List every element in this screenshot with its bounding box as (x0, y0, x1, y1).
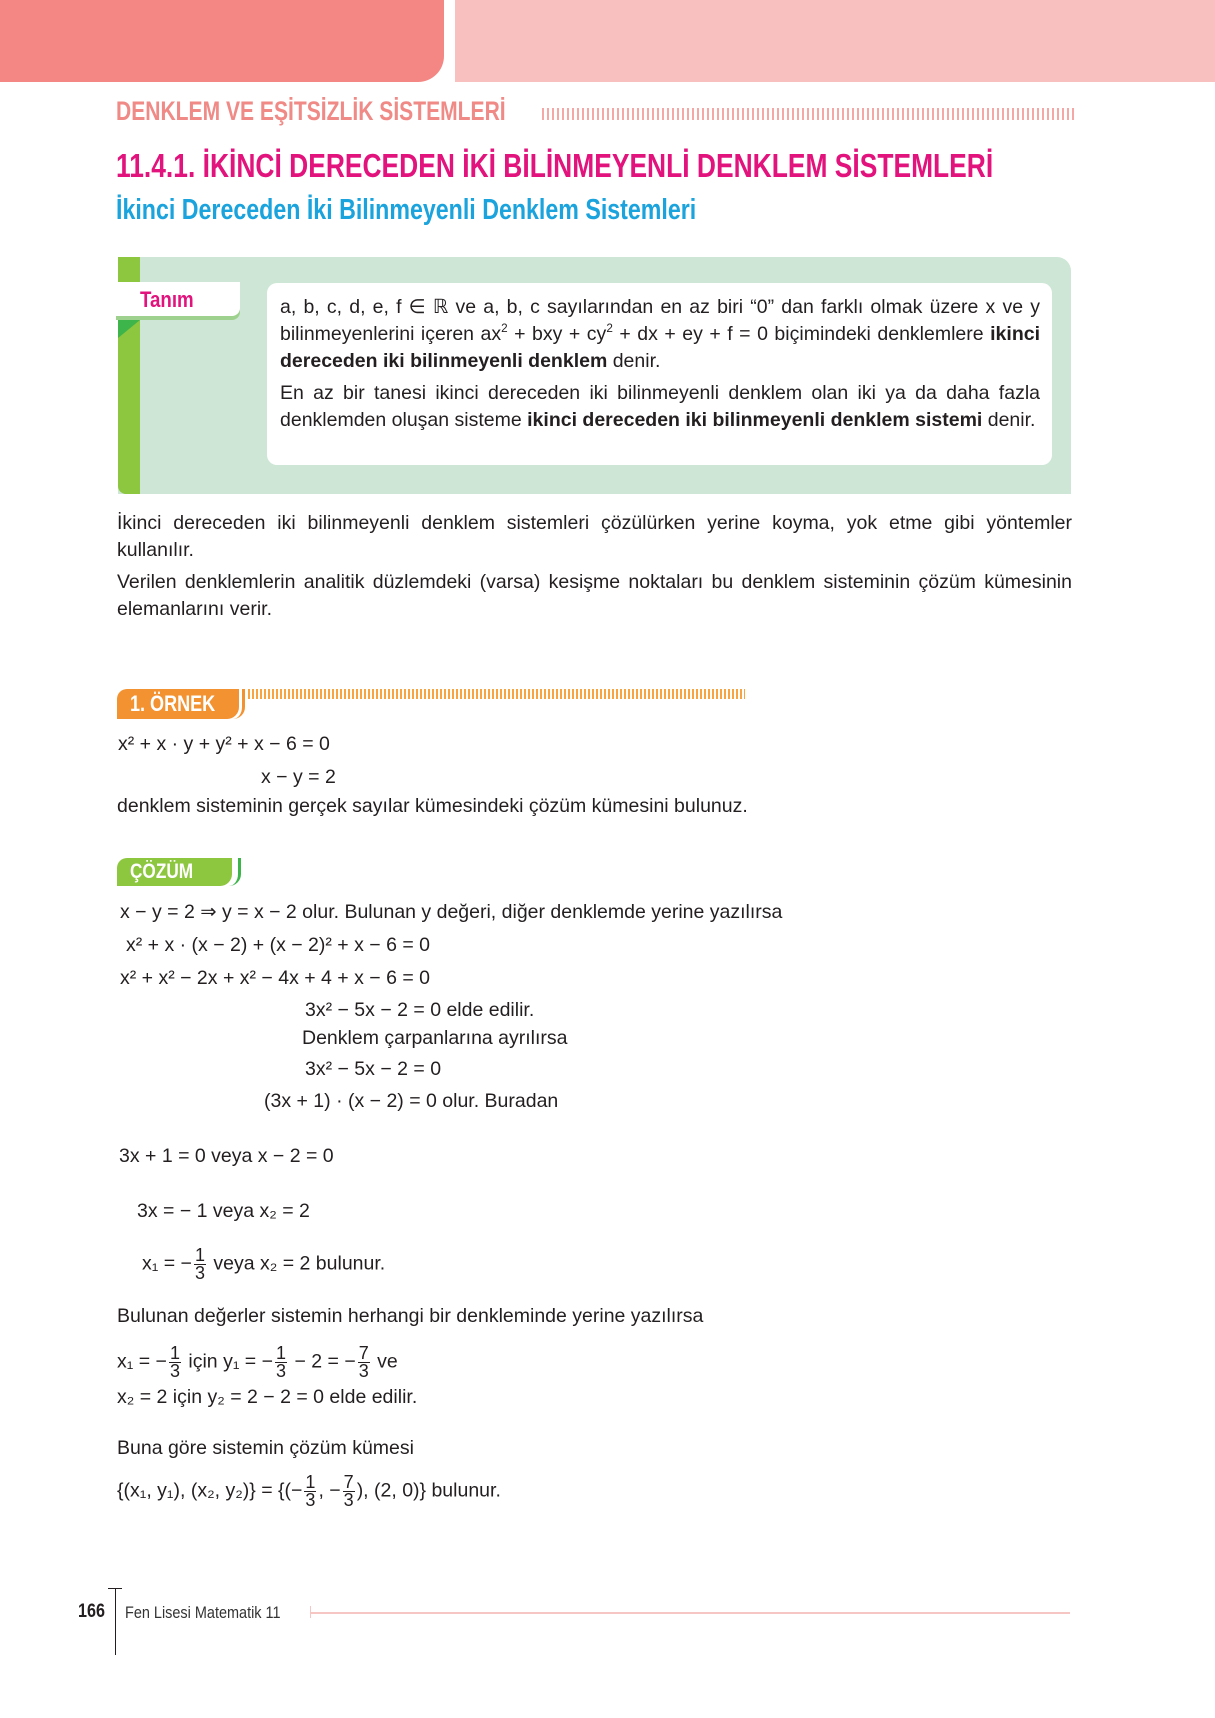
example-tab-edge (232, 689, 245, 719)
book-title: Fen Lisesi Matematik 11 (125, 1603, 281, 1622)
example-question: denklem sisteminin gerçek sayılar kümesindeki çözüm kümesini bulunuz. (117, 795, 748, 817)
intro-paragraph-2: Verilen denklemlerin analitik düzlemdeki (varsa) kesişme noktaları bu denklem sisteminin çözüm kümesinin elemanlarını verir. (117, 571, 1072, 620)
solution-line-4: 3x² − 5x − 2 = 0 elde edilir. (305, 999, 535, 1021)
solution-y1-line: x₁ = − $\frac{1}{3}$ için y₁ = − $\frac{1}{3}$ − 2 = − $\frac{7}{3}$ ve (117, 1343, 398, 1381)
fraction-one-third: $\frac{1}{3}$ (305, 1472, 316, 1510)
chapter-dash-rule (542, 108, 1074, 120)
fraction-one-third: $\frac{1}{3}$ (169, 1343, 180, 1381)
chapter-title: DENKLEM VE EŞİTSİZLİK SİSTEMLERİ (116, 96, 506, 126)
header-band-left (0, 0, 444, 82)
solution-set-intro: Buna göre sistemin çözüm kümesi (117, 1437, 414, 1459)
definition-text (280, 294, 1040, 439)
solution-line-8: 3x + 1 = 0 veya x − 2 = 0 (119, 1145, 334, 1167)
example-equation-2: x − y = 2 (261, 766, 336, 788)
fraction-seven-thirds: $\frac{7}{3}$ (343, 1472, 354, 1510)
definition-corner-fold (118, 320, 140, 338)
solution-line-3: x² + x² − 2x + x² − 4x + 4 + x − 6 = 0 (120, 967, 430, 989)
footer-rule (310, 1612, 1070, 1614)
footer-vertical-rule (115, 1588, 116, 1655)
header-band-gap (444, 0, 455, 82)
intro-text (117, 510, 1072, 628)
solution-substitute-text: Bulunan değerler sistemin herhangi bir denkleminde yerine yazılırsa (117, 1305, 704, 1327)
solution-line-6: 3x² − 5x − 2 = 0 (305, 1058, 442, 1080)
definition-paragraph-1: a, b, c, d, e, f ∈ ℝ ve a, b, c sayılarından en az biri “0” dan farklı olmak üzere x ve y bilinmeyenlerini içeren $ax^2$ + bxy + $cy^2$ + dx + ey + f = 0 biçimindeki denklemlere ikinci dereceden iki bilinmeyenli denklem denir. (280, 296, 1040, 372)
solution-line-7: (3x + 1) · (x − 2) = 0 olur. Buradan (264, 1090, 559, 1112)
definition-tab-label: Tanım (140, 287, 194, 312)
solution-y2-line: x₂ = 2 için y₂ = 2 − 2 = 0 elde edilir. (117, 1386, 418, 1408)
solution-tab-edge (228, 858, 241, 886)
example-dash-rule (248, 689, 745, 699)
definition-paragraph-2: En az bir tanesi ikinci dereceden iki bilinmeyenli denklem olan iki ya da daha fazla denklemden oluşan sisteme ikinci dereceden iki bilinmeyenli denklem sistemi denir. (280, 382, 1040, 431)
page-number: 166 (78, 1601, 105, 1622)
fraction-one-third: $\frac{1}{3}$ (194, 1245, 205, 1283)
solution-x1-line: x₁ = − $\frac{1}{3}$ veya x₂ = 2 bulunur. (142, 1245, 386, 1283)
fraction-seven-thirds: $\frac{7}{3}$ (358, 1343, 369, 1381)
section-title: 11.4.1. İKİNCİ DERECEDEN İKİ BİLİNMEYENLİ DENKLEM SİSTEMLERİ (116, 147, 994, 184)
header-band-right (455, 0, 1215, 82)
example-equation-1: x² + x · y + y² + x − 6 = 0 (118, 733, 330, 755)
solution-line-5: Denklem çarpanlarına ayrılırsa (302, 1027, 568, 1049)
solution-line-2: x² + x · (x − 2) + (x − 2)² + x − 6 = 0 (126, 934, 430, 956)
solution-set-line: {(x₁, y₁), (x₂, y₂)} = {(− $\frac{1}{3}$ , − $\frac{7}{3}$ ), (2, 0)} bulunur. (117, 1472, 501, 1510)
fraction-one-third: $\frac{1}{3}$ (276, 1343, 287, 1381)
section-subtitle: İkinci Dereceden İki Bilinmeyenli Denklem Sistemleri (116, 194, 697, 226)
example-label: 1. ÖRNEK (130, 691, 216, 716)
solution-label: ÇÖZÜM (130, 860, 194, 883)
solution-line-1: x − y = 2 ⇒ y = x − 2 olur. Bulunan y değeri, diğer denklemde yerine yazılırsa (120, 901, 783, 923)
solution-line-9: 3x = − 1 veya x₂ = 2 (137, 1200, 310, 1222)
intro-paragraph-1: İkinci dereceden iki bilinmeyenli denklem sistemleri çözülürken yerine koyma, yok etme gibi yöntemler kullanılır. (117, 512, 1072, 561)
